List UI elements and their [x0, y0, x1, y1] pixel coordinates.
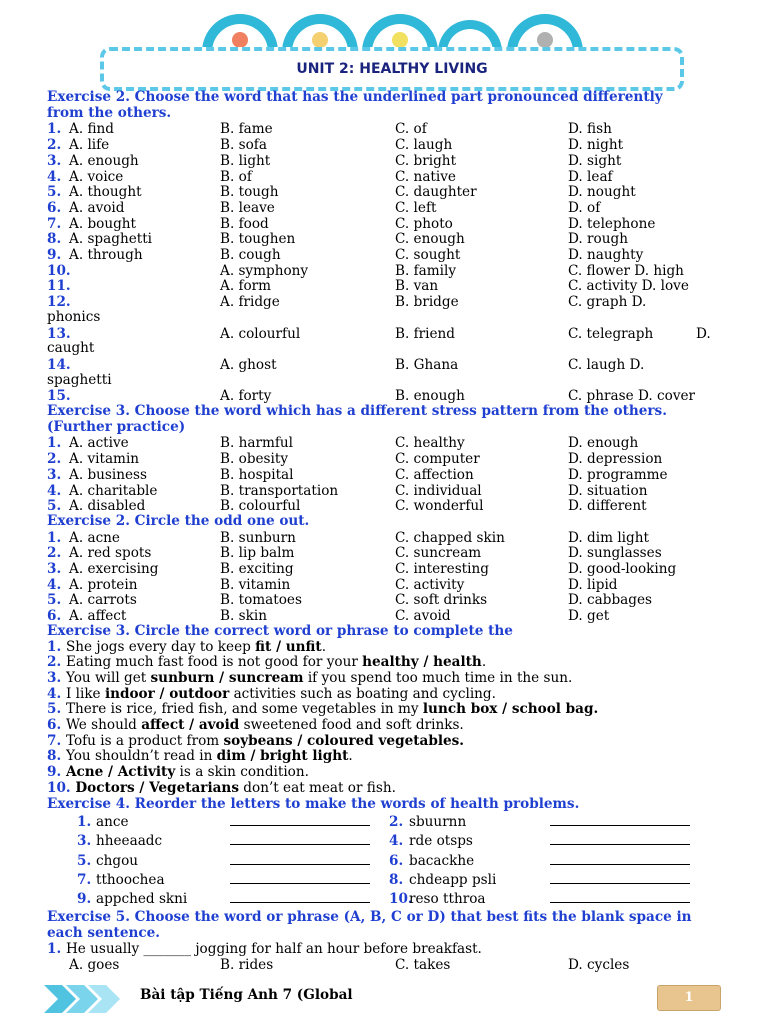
option-text: D. naughty: [568, 247, 644, 263]
option-text: C. bright: [395, 152, 457, 169]
answer-choices: healthy / health: [362, 654, 482, 671]
scrambled-word: tthoochea: [96, 871, 165, 888]
item-number: 3.: [47, 561, 62, 577]
sentence-text: is a skin condition.: [175, 764, 309, 781]
sentence-row: [47, 687, 496, 703]
option-text: D. night: [568, 137, 624, 154]
exercise-title: (Further practice): [47, 418, 186, 435]
option-text: D. depression: [568, 451, 663, 468]
item-number: 1.: [47, 529, 62, 546]
option-text: C. soft drinks: [395, 592, 488, 609]
item-number: 4.: [47, 168, 62, 185]
option-text: D. lipid: [568, 576, 618, 593]
answer-blank: [550, 833, 690, 845]
sentence-row: [47, 765, 309, 781]
answer-choices: affect / avoid: [141, 717, 240, 733]
option-text: B. family: [395, 262, 457, 279]
item-number: 15.: [47, 388, 71, 405]
item-number: 1.: [47, 638, 66, 655]
answer-choices: Acne / Activity: [65, 764, 176, 781]
option-text: A. bought: [69, 215, 137, 232]
question-row: [0, 216, 768, 232]
option-text: B. fame: [220, 121, 273, 138]
exercise-title: Exercise 2. Choose the word that has the underlined part pronounced differently: [47, 89, 663, 105]
item-number: 3.: [47, 152, 62, 169]
option-text: A. ghost: [220, 356, 277, 373]
option-text: D. fish: [568, 121, 612, 138]
option-text: C. activity: [395, 576, 465, 593]
option-text: A. find: [69, 121, 114, 138]
answer-blank: [550, 891, 690, 903]
item-number: 7.: [47, 732, 66, 749]
option-text: D.: [696, 325, 711, 342]
option-text: D. sight: [568, 152, 622, 169]
option-text: B. hospital: [220, 466, 294, 483]
item-number: 14.: [47, 356, 71, 373]
option-text: C. enough: [395, 231, 465, 248]
option-text: A. charitable: [69, 482, 158, 499]
sentence-text: She jogs every day to keep: [65, 638, 256, 655]
option-text: C. avoid: [395, 608, 451, 625]
option-text: A. acne: [69, 529, 120, 546]
sentence-text: You will get: [65, 669, 151, 686]
item-number: 4.: [47, 482, 62, 499]
title-frame: [100, 47, 684, 91]
exercise-title: Exercise 4. Reorder the letters to make the words of health problems.: [47, 795, 580, 812]
question-text: He usually _______ jogging for half an hour before breakfast.: [65, 940, 482, 957]
scrambled-word: reso tthroa: [409, 891, 486, 907]
scrambled-word: hheeaadc: [96, 833, 163, 850]
sentence-row: [47, 734, 464, 750]
item-number: 1.: [47, 435, 62, 452]
item-number: 6.: [389, 852, 404, 869]
option-text: D. different: [568, 498, 647, 515]
wrapped-option: caught: [47, 340, 95, 357]
sentence-row: [47, 640, 326, 656]
answer-choices: lunch box / school bag.: [422, 701, 599, 718]
item-number: 3.: [77, 833, 92, 850]
option-text: B. exciting: [220, 561, 294, 577]
option-text: B. harmful: [220, 435, 294, 452]
option-text: A. forty: [220, 388, 272, 405]
sentence-text: Tofu is a product from: [65, 732, 224, 749]
option-text: D. cabbages: [568, 592, 653, 609]
reorder-row: [0, 833, 768, 851]
option-text: C. healthy: [395, 435, 465, 452]
question-row: [0, 608, 768, 624]
scrambled-word: chdeapp psli: [409, 871, 497, 888]
option-text: A. voice: [69, 168, 124, 185]
item-number: 4.: [47, 576, 62, 593]
answer-choices: fit / unfit: [255, 638, 322, 655]
answer-blank: [550, 853, 690, 865]
question-row: [0, 278, 768, 294]
reorder-row: [0, 891, 768, 909]
exercise-title: each sentence.: [47, 924, 161, 941]
sentence-text: You shouldn’t read in: [65, 748, 217, 765]
answer-choices: dim / bright light: [216, 748, 349, 765]
option-text: B. food: [220, 215, 269, 232]
option-text: C. takes: [395, 957, 451, 974]
option-text: B. tough: [220, 184, 279, 201]
item-number: 2.: [47, 451, 62, 468]
answer-choices: sunburn / suncream: [150, 669, 304, 686]
reorder-row: [0, 814, 768, 832]
sentence-text: sweetened food and soft drinks.: [239, 717, 464, 733]
question-row: [0, 530, 768, 546]
option-text: A. colourful: [220, 325, 301, 342]
option-text: B. cough: [220, 247, 281, 263]
question-row: [0, 388, 768, 404]
sentence-text: Eating much fast food is not good for your: [65, 654, 363, 671]
option-text: A. fridge: [220, 294, 280, 311]
option-text: B. sofa: [220, 137, 267, 154]
option-text: B. light: [220, 152, 271, 169]
item-number: 13.: [47, 325, 71, 342]
option-text: B. enough: [395, 388, 465, 405]
item-number: 3.: [47, 669, 66, 686]
item-number: 11.: [47, 278, 71, 295]
option-text: C. sought: [395, 247, 461, 263]
option-text: B. Ghana: [395, 356, 459, 373]
question-row: [0, 121, 768, 137]
question-row: [0, 435, 768, 451]
option-text: D. cycles: [568, 957, 630, 974]
answer-blank: [230, 814, 370, 826]
answer-choices: soybeans / coloured vegetables.: [223, 732, 465, 749]
option-text: C. chapped skin: [395, 529, 505, 546]
exercise-title: Exercise 2. Circle the odd one out.: [47, 512, 310, 529]
question-row: [0, 561, 768, 577]
option-text: A. carrots: [69, 592, 137, 609]
option-text: D. telephone: [568, 215, 656, 232]
reorder-row: [0, 872, 768, 890]
scrambled-word: ance: [96, 814, 129, 831]
chevron-right-icon: [44, 983, 124, 1015]
option-text: A. life: [69, 137, 110, 154]
sentence-row: [47, 702, 598, 718]
option-text: C. wonderful: [395, 498, 484, 515]
option-text: C. individual: [395, 482, 482, 499]
exercise-title: Exercise 3. Choose the word which has a different stress pattern from the others.: [47, 403, 667, 419]
option-text: C. graph D.: [568, 294, 647, 311]
option-text: C. activity D. love: [568, 278, 689, 295]
option-text: C. computer: [395, 451, 480, 468]
question-row: [0, 247, 768, 263]
question-row: [0, 200, 768, 216]
sentence-text: We should: [65, 717, 142, 733]
sentence-text: I like: [65, 685, 105, 702]
option-text: D. get: [568, 608, 610, 625]
scrambled-word: rde otsps: [409, 833, 473, 850]
option-text: A. spaghetti: [69, 231, 153, 248]
option-text: C. daughter: [395, 184, 477, 201]
item-number: 6.: [47, 199, 62, 216]
item-number: 9.: [47, 764, 66, 781]
item-number: 1.: [47, 940, 66, 957]
option-text: A. avoid: [69, 199, 125, 216]
page-title: UNIT 2: HEALTHY LIVING: [296, 61, 488, 77]
option-text: B. sunburn: [220, 529, 296, 546]
item-number: 10.: [389, 891, 413, 907]
item-number: 6.: [47, 717, 66, 733]
answer-blank: [550, 814, 690, 826]
item-number: 2.: [389, 814, 404, 831]
option-text: A. red spots: [69, 545, 152, 562]
item-number: 5.: [47, 184, 62, 201]
question-row: [0, 169, 768, 185]
option-text: C. laugh D.: [568, 356, 645, 373]
option-text: C. photo: [395, 215, 453, 232]
option-text: D. rough: [568, 231, 628, 248]
option-text: A. symphony: [220, 262, 309, 279]
question-row: [0, 153, 768, 169]
item-number: 9.: [47, 247, 62, 263]
question-row: [0, 577, 768, 593]
item-number: 6.: [47, 608, 62, 625]
option-text: B. bridge: [395, 294, 459, 311]
option-text: A. thought: [69, 184, 142, 201]
sentence-text: activities such as boating and cycling.: [229, 685, 496, 702]
scrambled-word: sbuurnn: [409, 814, 467, 831]
option-text: C. phrase D. cover: [568, 388, 696, 405]
wrapped-option: spaghetti: [47, 371, 112, 388]
answer-blank: [230, 891, 370, 903]
option-text: D. nought: [568, 184, 636, 201]
option-text: A. disabled: [69, 498, 146, 515]
sentence-row: [47, 671, 572, 687]
option-text: D. sunglasses: [568, 545, 662, 562]
option-text: C. native: [395, 168, 456, 185]
question-row: [0, 184, 768, 200]
exercise-title: Exercise 3. Circle the correct word or phrase to complete the: [47, 622, 513, 639]
item-number: 2.: [47, 545, 62, 562]
item-number: 4.: [47, 685, 66, 702]
item-number: 8.: [389, 871, 404, 888]
question-row: [47, 942, 482, 958]
answer-blank: [230, 853, 370, 865]
option-text: B. van: [395, 278, 439, 295]
option-text: A. active: [69, 435, 129, 452]
item-number: 8.: [47, 231, 62, 248]
sentence-row: [47, 655, 486, 671]
item-number: 5.: [47, 498, 62, 515]
reorder-row: [0, 853, 768, 871]
option-text: A. vitamin: [69, 451, 140, 468]
item-number: 4.: [389, 833, 404, 850]
item-number: 5.: [77, 852, 92, 869]
item-number: 7.: [47, 215, 62, 232]
page-number: 1: [657, 985, 721, 1011]
option-text: A. form: [220, 278, 272, 295]
item-number: 2.: [47, 137, 62, 154]
option-text: B. leave: [220, 199, 275, 216]
option-text: D. enough: [568, 435, 639, 452]
sentence-text: .: [348, 748, 353, 765]
question-row: [0, 545, 768, 561]
item-number: 5.: [47, 592, 62, 609]
option-text: C. laugh: [395, 137, 453, 154]
option-text: D. good-looking: [568, 561, 677, 577]
option-text: D. leaf: [568, 168, 613, 185]
footer-text: Bài tập Tiếng Anh 7 (Global: [140, 987, 353, 1003]
options-row: [0, 957, 768, 973]
sentence-text: .: [481, 654, 487, 671]
sentence-text: There is rice, fried fish, and some vegetables in my: [65, 701, 423, 718]
answer-choices: indoor / outdoor: [104, 685, 230, 702]
option-text: C. telegraph: [568, 325, 654, 342]
option-text: B. tomatoes: [220, 592, 302, 609]
option-text: B. obesity: [220, 451, 289, 468]
question-row: [0, 326, 768, 342]
question-row: [0, 137, 768, 153]
question-row: [0, 467, 768, 483]
scrambled-word: appched skni: [96, 891, 188, 907]
item-number: 2.: [47, 654, 66, 671]
question-row: [0, 294, 768, 310]
answer-choices: Doctors / Vegetarians: [75, 779, 239, 796]
item-number: 8.: [47, 748, 66, 765]
option-text: B. rides: [220, 957, 274, 974]
item-number: 10.: [47, 262, 71, 279]
item-number: 3.: [47, 466, 62, 483]
item-number: 9.: [77, 891, 92, 907]
option-text: A. goes: [69, 957, 120, 974]
exercise-title: Exercise 5. Choose the word or phrase (A, B, C or D) that best fits the blank space in: [47, 909, 692, 926]
sentence-text: .: [321, 638, 327, 655]
option-text: C. left: [395, 199, 437, 216]
option-text: A. through: [69, 247, 143, 263]
question-row: [0, 592, 768, 608]
exercise-title: from the others.: [47, 104, 172, 121]
option-text: A. protein: [69, 576, 138, 593]
wrapped-option: phonics: [47, 308, 101, 325]
option-text: B. colourful: [220, 498, 301, 515]
question-row: [0, 498, 768, 514]
option-text: D. programme: [568, 466, 668, 483]
option-text: D. situation: [568, 482, 648, 499]
question-row: [0, 483, 768, 499]
item-number: 10.: [47, 779, 76, 796]
scrambled-word: chgou: [96, 852, 139, 869]
option-text: C. affection: [395, 466, 474, 483]
option-text: A. enough: [69, 152, 139, 169]
sentence-text: if you spend too much time in the sun.: [303, 669, 573, 686]
sentence-row: [47, 749, 353, 765]
sentence-text: don’t eat meat or fish.: [238, 779, 396, 796]
option-text: B. friend: [395, 325, 456, 342]
option-text: A. affect: [69, 608, 127, 625]
option-text: D. of: [568, 199, 601, 216]
item-number: 5.: [47, 701, 66, 718]
question-row: [0, 451, 768, 467]
option-text: D. dim light: [568, 529, 649, 546]
answer-blank: [230, 872, 370, 884]
sentence-row: [47, 718, 464, 734]
item-number: 12.: [47, 294, 71, 311]
item-number: 1.: [77, 814, 92, 831]
option-text: A. exercising: [69, 561, 159, 577]
option-text: C. interesting: [395, 561, 489, 577]
option-text: B. lip balm: [220, 545, 295, 562]
sentence-row: [47, 781, 396, 797]
option-text: B. toughen: [220, 231, 296, 248]
question-row: [0, 357, 768, 373]
option-text: B. vitamin: [220, 576, 291, 593]
answer-blank: [550, 872, 690, 884]
option-text: B. skin: [220, 608, 267, 625]
answer-blank: [230, 833, 370, 845]
question-row: [0, 231, 768, 247]
option-text: B. transportation: [220, 482, 339, 499]
item-number: 1.: [47, 121, 62, 138]
question-row: [0, 263, 768, 279]
option-text: B. of: [220, 168, 252, 185]
option-text: C. flower D. high: [568, 262, 684, 279]
option-text: A. business: [69, 466, 147, 483]
option-text: C. suncream: [395, 545, 482, 562]
item-number: 7.: [77, 871, 92, 888]
scrambled-word: bacackhe: [409, 852, 475, 869]
option-text: C. of: [395, 121, 427, 138]
